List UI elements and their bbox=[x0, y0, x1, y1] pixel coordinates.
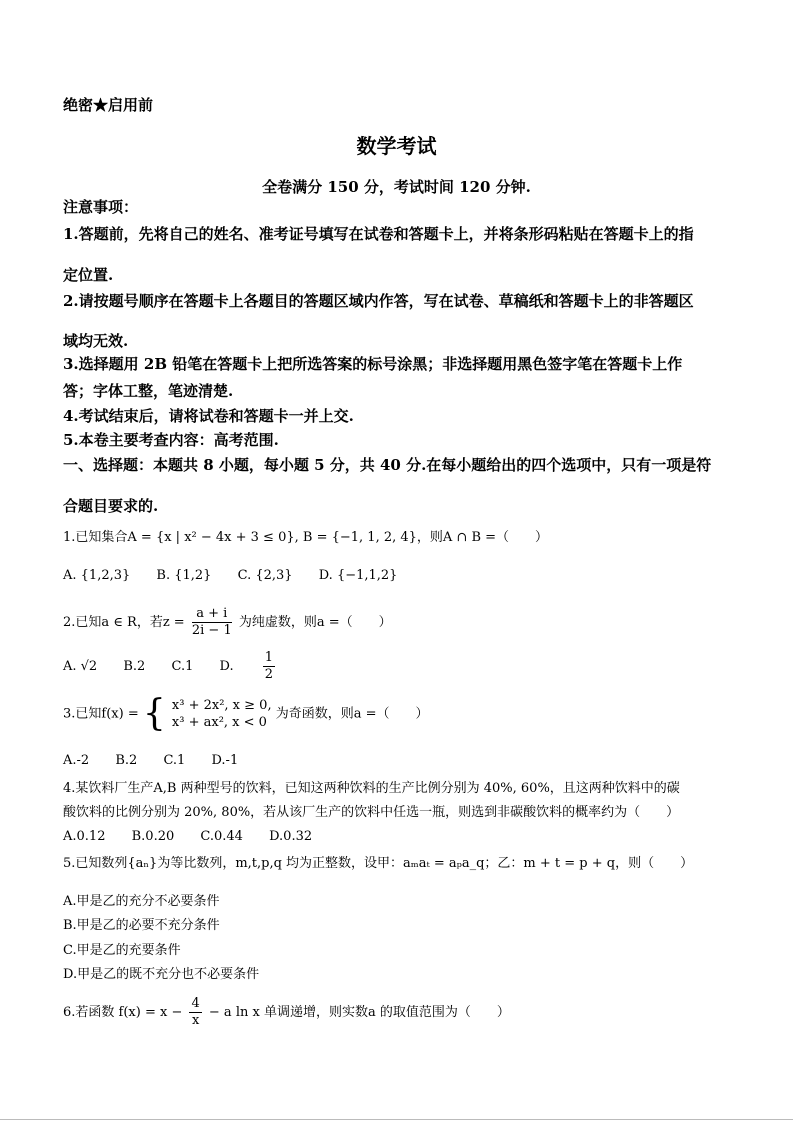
question-6-stem bbox=[63, 996, 510, 1029]
question-2-fraction bbox=[192, 606, 232, 639]
question-5-option-c: C.甲是乙的充要条件 bbox=[63, 943, 181, 958]
question-3-options bbox=[63, 752, 260, 770]
exam-subtitle: 全卷满分 150 分，考试时间 120 分钟. bbox=[262, 178, 531, 196]
question-4-line-2: 酸饮料的比例分别为 20%, 80%，若从该厂生产的饮料中任选一瓶，则选到非碳酸饮料的概率约为（ ） bbox=[63, 805, 680, 820]
question-3-stem bbox=[63, 693, 429, 734]
secret-label: 绝密★启用前 bbox=[63, 96, 154, 114]
notice-heading: 注意事项： bbox=[63, 198, 139, 216]
question-2-pre: 2.已知a ∈ R，若z = bbox=[63, 615, 185, 630]
question-3-cases bbox=[172, 697, 272, 731]
question-2-options bbox=[63, 650, 341, 683]
question-6-post: − a ln x 单调递增，则实数a 的取值范围为（ ） bbox=[208, 1005, 510, 1020]
question-3-post: 为奇函数，则a =（ ） bbox=[275, 706, 429, 722]
question-4-option-c: C.0.44 bbox=[200, 829, 243, 844]
question-6-denominator: x bbox=[191, 1013, 200, 1028]
question-2-option-d-numerator: 1 bbox=[264, 650, 274, 665]
notice-5: 5.本卷主要考查内容：高考范围. bbox=[63, 431, 279, 449]
question-3-brace: { bbox=[142, 693, 166, 734]
question-3-option-c: C.1 bbox=[163, 753, 186, 768]
question-1-option-a: A. {1,2,3} bbox=[63, 568, 131, 583]
question-2-option-d bbox=[220, 650, 320, 683]
question-6-numerator: 4 bbox=[191, 996, 200, 1011]
question-3-option-d: D.-1 bbox=[211, 753, 239, 768]
question-2-denominator: 2i − 1 bbox=[191, 623, 232, 638]
question-6-pre: 6.若函数 f(x) = x − bbox=[63, 1005, 183, 1020]
question-2-option-d-fraction bbox=[263, 650, 297, 683]
question-1-option-b: B. {1,2} bbox=[156, 568, 212, 583]
exam-title: 数学考试 bbox=[356, 134, 437, 158]
question-5-option-d: D.甲是乙的既不充分也不必要条件 bbox=[63, 967, 260, 982]
question-3-case-2: x³ + ax², x < 0 bbox=[171, 715, 267, 730]
question-2-option-b: B.2 bbox=[123, 659, 146, 674]
question-6-fraction bbox=[189, 996, 201, 1029]
notice-1b: 定位置. bbox=[63, 266, 114, 284]
question-3-pre: 3.已知f(x) = bbox=[63, 706, 139, 722]
question-4-line-1: 4.某饮料厂生产A,B 两种型号的饮料，已知这两种饮料的生产比例分别为 40%, 60%，且这两种饮料中的碳 bbox=[63, 781, 680, 796]
question-4-option-a: A.0.12 bbox=[63, 829, 106, 844]
question-3-option-a: A.-2 bbox=[63, 753, 90, 768]
notice-2a: 2.请按题号顺序在答题卡上各题目的答题区域内作答，写在试卷、草稿纸和答题卡上的非答题区 bbox=[63, 292, 694, 310]
notice-3b: 答；字体工整，笔迹清楚. bbox=[63, 382, 234, 400]
notice-3a: 3.选择题用 2B 铅笔在答题卡上把所选答案的标号涂黑；非选择题用黑色签字笔在答题卡上作 bbox=[63, 355, 683, 373]
question-3-case-1: x³ + 2x², x ≥ 0, bbox=[171, 698, 272, 713]
question-4-option-d: D.0.32 bbox=[269, 829, 313, 844]
section-heading-a: 一、选择题：本题共 8 小题，每小题 5 分，共 40 分.在每小题给出的四个选项中，只有一项是符 bbox=[63, 456, 712, 474]
section-heading-b: 合题目要求的. bbox=[63, 497, 159, 515]
notice-2b: 域均无效. bbox=[63, 332, 129, 350]
question-5-option-b: B.甲是乙的必要不充分条件 bbox=[63, 918, 220, 933]
question-2-option-d-label: D. bbox=[219, 659, 234, 674]
question-2-post: 为纯虚数，则a =（ ） bbox=[238, 615, 392, 630]
question-2-option-c: C.1 bbox=[171, 659, 194, 674]
question-1-stem: 1.已知集合A = {x | x² − 4x + 3 ≤ 0}, B = {−1, 1, 2, 4}，则A ∩ B =（ ） bbox=[63, 530, 549, 545]
page-bottom-divider bbox=[0, 1119, 793, 1120]
question-1-option-d: D. {−1,1,2} bbox=[318, 568, 398, 583]
question-5-option-a: A.甲是乙的充分不必要条件 bbox=[63, 894, 220, 909]
notice-4: 4.考试结束后，请将试卷和答题卡一并上交. bbox=[63, 407, 354, 425]
question-1-option-c: C. {2,3} bbox=[237, 568, 293, 583]
question-1-options bbox=[63, 567, 419, 585]
question-2-numerator: a + i bbox=[192, 606, 232, 623]
notice-1a: 1.答题前，先将自己的姓名、准考证号填写在试卷和答题卡上，并将条形码粘贴在答题卡上的指 bbox=[63, 225, 694, 243]
question-4-options bbox=[63, 828, 334, 846]
question-2-stem bbox=[63, 606, 392, 639]
question-5-stem: 5.已知数列{aₙ}为等比数列，m,t,p,q 均为正整数，设甲：aₘaₜ = aₚa_q；乙：m + t = p + q，则（ ） bbox=[63, 856, 694, 871]
question-2-option-a: A. √2 bbox=[63, 659, 98, 674]
question-2-option-d-denominator: 2 bbox=[264, 667, 274, 682]
question-3-option-b: B.2 bbox=[115, 753, 138, 768]
question-4-option-b: B.0.20 bbox=[131, 829, 175, 844]
